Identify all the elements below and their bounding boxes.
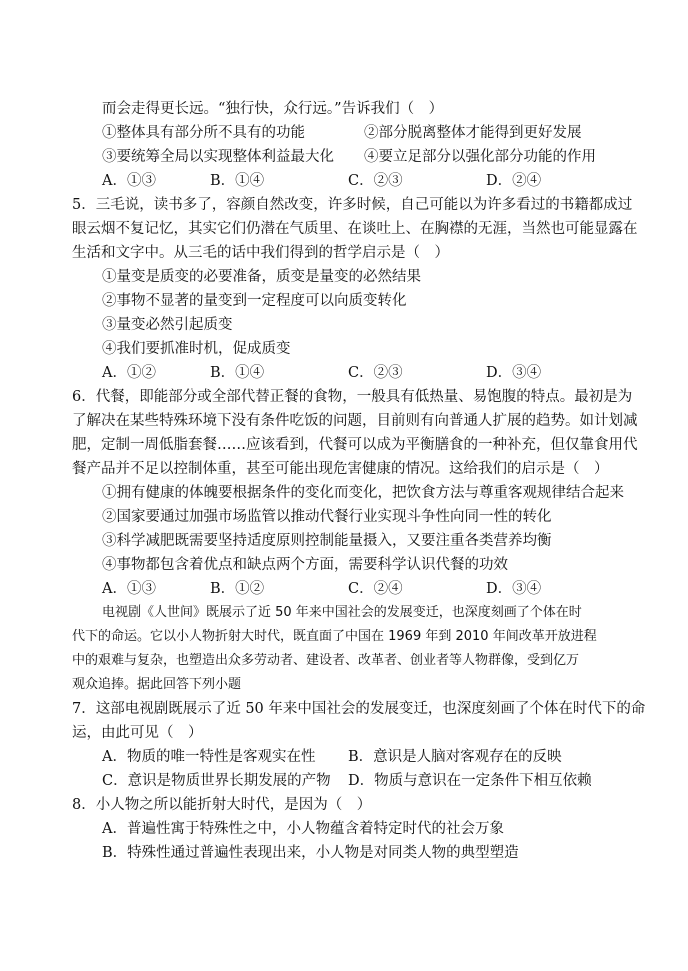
answer-option: D．③④ — [486, 581, 542, 597]
text-line: ①整体具有部分所不具有的功能 — [102, 125, 305, 141]
text-line: ③科学减肥既需要坚持适度原则控制能量摄入，又要注重各类营养均衡 — [102, 533, 552, 549]
answer-option: C．②④ — [348, 581, 403, 597]
text-line: 肥，定制一周低脂套餐……应该看到，代餐可以成为平衡膳食的一种补充，但仅靠食用代 — [72, 437, 638, 453]
answer-options-row — [0, 362, 688, 384]
text-line: A．物质的唯一特性是客观实在性 — [102, 749, 316, 765]
text-line: 了解决在某些特殊环境下没有条件吃饭的问题，目前则有向普通人扩展的趋势。如计划减 — [72, 413, 638, 429]
text-line: 生活和文字中。从三毛的话中我们得到的哲学启示是（ ） — [72, 245, 449, 261]
text-line: 眼云烟不复记忆，其实它们仍潜在气质里、在谈吐上、在胸襟的无涯，当然也可能显露在 — [72, 221, 638, 237]
answer-option: A．①② — [102, 365, 156, 381]
text-line: ②国家要通过加强市场监管以推动代餐行业实现斗争性向同一性的转化 — [102, 509, 552, 525]
answer-options-row — [0, 170, 688, 192]
text-line: 中的艰难与复杂，也塑造出众多劳动者、建设者、改革者、创业者等人物群像，受到亿万 — [72, 653, 580, 668]
answer-option: B．①④ — [210, 173, 265, 189]
text-line: 6．代餐，即能部分或全部代替正餐的食物，一般具有低热量、易饱腹的特点。最初是为 — [72, 389, 633, 405]
answer-option: A．①③ — [102, 581, 156, 597]
text-line: ④事物都包含着优点和缺点两个方面，需要科学认识代餐的功效 — [102, 557, 508, 573]
text-line: 5．三毛说，读书多了，容颜自然改变，许多时候，自己可能以为许多看过的书籍都成过 — [72, 197, 633, 213]
text-line: 代下的命运。它以小人物折射大时代，既直面了中国在 1969 年到 2010 年间改革开放进程 — [72, 629, 597, 644]
text-line: ②部分脱离整体才能得到更好发展 — [364, 125, 582, 141]
text-line: C．意识是物质世界长期发展的产物 — [102, 773, 331, 789]
answer-option: D．②④ — [486, 173, 542, 189]
answer-option: D．③④ — [486, 365, 542, 381]
text-line: ④要立足部分以强化部分功能的作用 — [364, 149, 596, 165]
text-line: A．普遍性寓于特殊性之中，小人物蕴含着特定时代的社会万象 — [102, 821, 504, 837]
text-line: 8．小人物之所以能折射大时代，是因为（ ） — [72, 797, 372, 813]
text-line: 餐产品并不足以控制体重，甚至可能出现危害健康的情况。这给我们的启示是（ ） — [72, 461, 609, 477]
answer-option: C．②③ — [348, 365, 403, 381]
text-line: ④我们要抓准时机，促成质变 — [102, 341, 291, 357]
text-line: 运，由此可见（ ） — [72, 725, 203, 741]
text-line: ①量变是质变的必要准备，质变是量变的必然结果 — [102, 269, 421, 285]
answer-option: B．①② — [210, 581, 265, 597]
answer-option: C．②③ — [348, 173, 403, 189]
text-line: ③量变必然引起质变 — [102, 317, 233, 333]
text-line: ①拥有健康的体魄要根据条件的变化而变化，把饮食方法与尊重客观规律结合起来 — [102, 485, 624, 501]
text-line: B．特殊性通过普遍性表现出来，小人物是对同类人物的典型塑造 — [102, 845, 519, 861]
text-line: ③要统筹全局以实现整体利益最大化 — [102, 149, 334, 165]
answer-option: B．①④ — [210, 365, 265, 381]
text-line: 而会走得更长远。“独行快，众行远。”告诉我们（ ） — [102, 101, 444, 117]
text-line: B．意识是人脑对客观存在的反映 — [348, 749, 562, 765]
answer-option: A．①③ — [102, 173, 156, 189]
text-line: ②事物不显著的量变到一定程度可以向质变转化 — [102, 293, 407, 309]
text-line: 7．这部电视剧既展示了近 50 年来中国社会的发展变迁，也深度刻画了个体在时代下的命 — [72, 701, 646, 717]
answer-options-row — [0, 578, 688, 600]
text-line: D．物质与意识在一定条件下相互依赖 — [348, 773, 592, 789]
text-line: 观众追捧。据此回答下列小题 — [72, 677, 242, 692]
text-line: 电视剧《人世间》既展示了近 50 年来中国社会的发展变迁，也深度刻画了个体在时 — [102, 605, 582, 620]
